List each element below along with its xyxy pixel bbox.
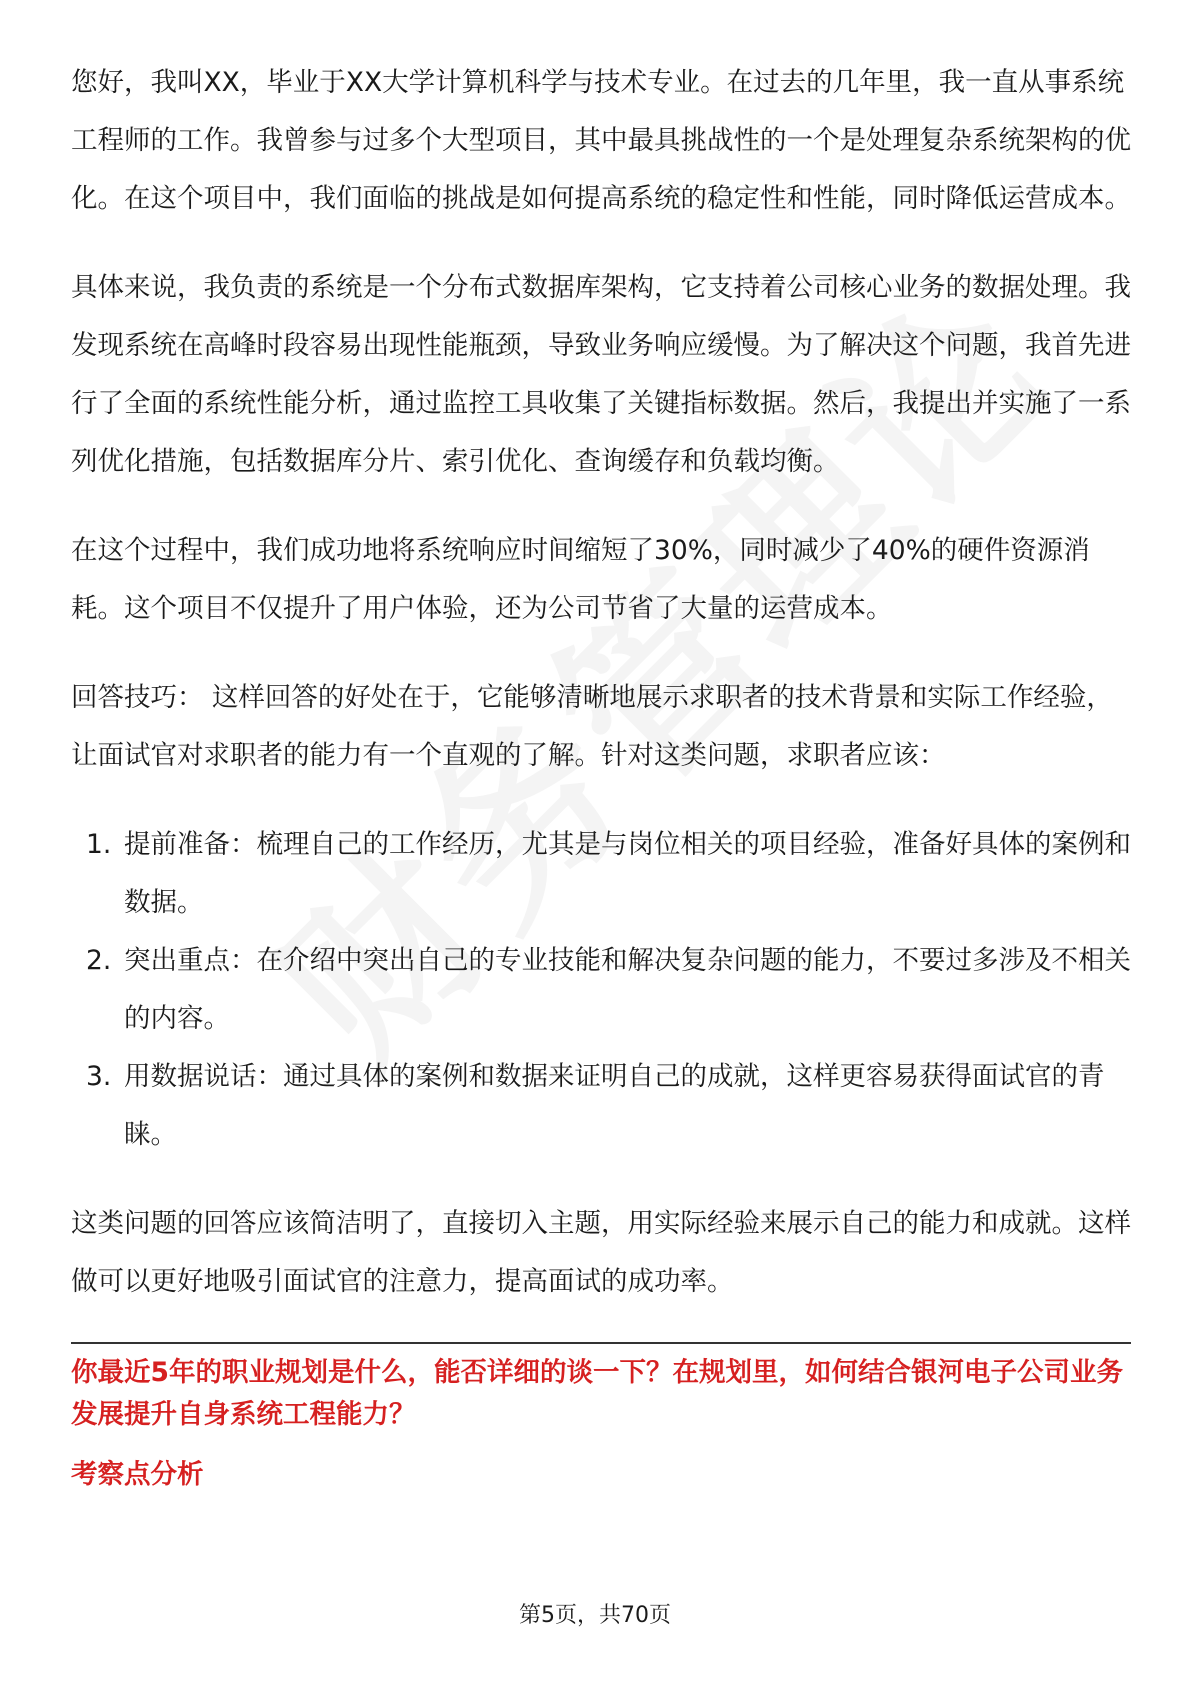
paragraph-intro: 您好，我叫XX，毕业于XX大学计算机科学与技术专业。在过去的几年里，我一直从事系统工程师的工作。我曾参与过多个大型项目，其中最具挑战性的一个是处理复杂系统架构的优化。在这个项目中，我们面临的挑战是如何提高系统的稳定性和性能，同时降低运营成本。 — [71, 67, 1131, 214]
paragraph-closing: 这类问题的回答应该简洁明了，直接切入主题，用实际经验来展示自己的能力和成就。这样做可以更好地吸引面试官的注意力，提高面试的成功率。 — [71, 1208, 1131, 1297]
list-item-number: 1. — [86, 829, 112, 860]
list-item — [71, 816, 1131, 932]
list-item-number: 3. — [86, 1061, 112, 1092]
analysis-heading: 考察点分析 — [71, 1459, 204, 1490]
tips-list — [71, 816, 1131, 1164]
list-item-text: 突出重点：在介绍中突出自己的专业技能和解决复杂问题的能力，不要过多涉及不相关的内容。 — [124, 945, 1131, 1034]
list-item-text: 用数据说话：通过具体的案例和数据来证明自己的成就，这样更容易获得面试官的青睐。 — [124, 1061, 1105, 1150]
list-item-text: 提前准备：梳理自己的工作经历，尤其是与岗位相关的项目经验，准备好具体的案例和数据。 — [124, 829, 1131, 918]
document-body — [71, 54, 1131, 1496]
list-item — [71, 932, 1131, 1048]
paragraph-results: 在这个过程中，我们成功地将系统响应时间缩短了30%，同时减少了40%的硬件资源消耗。这个项目不仅提升了用户体验，还为公司节省了大量的运营成本。 — [71, 535, 1090, 624]
page-number: 第5页，共70页 — [519, 1603, 671, 1628]
paragraph-details: 具体来说，我负责的系统是一个分布式数据库架构，它支持着公司核心业务的数据处理。我发现系统在高峰时段容易出现性能瓶颈，导致业务响应缓慢。为了解决这个问题，我首先进行了全面的系统性能分析，通过监控工具收集了关键指标数据。然后，我提出并实施了一系列优化措施，包括数据库分片、索引优化、查询缓存和负载均衡。 — [71, 272, 1131, 477]
paragraph-answer-tips: 回答技巧： 这样回答的好处在于，它能够清晰地展示求职者的技术背景和实际工作经验，让面试官对求职者的能力有一个直观的了解。针对这类问题，求职者应该： — [71, 682, 1113, 771]
list-item — [71, 1048, 1131, 1164]
section-divider — [71, 1342, 1131, 1344]
list-item-number: 2. — [86, 945, 112, 976]
interview-question: 你最近5年的职业规划是什么，能否详细的谈一下？在规划里，如何结合银河电子公司业务发展提升自身系统工程能力？ — [71, 1357, 1123, 1430]
